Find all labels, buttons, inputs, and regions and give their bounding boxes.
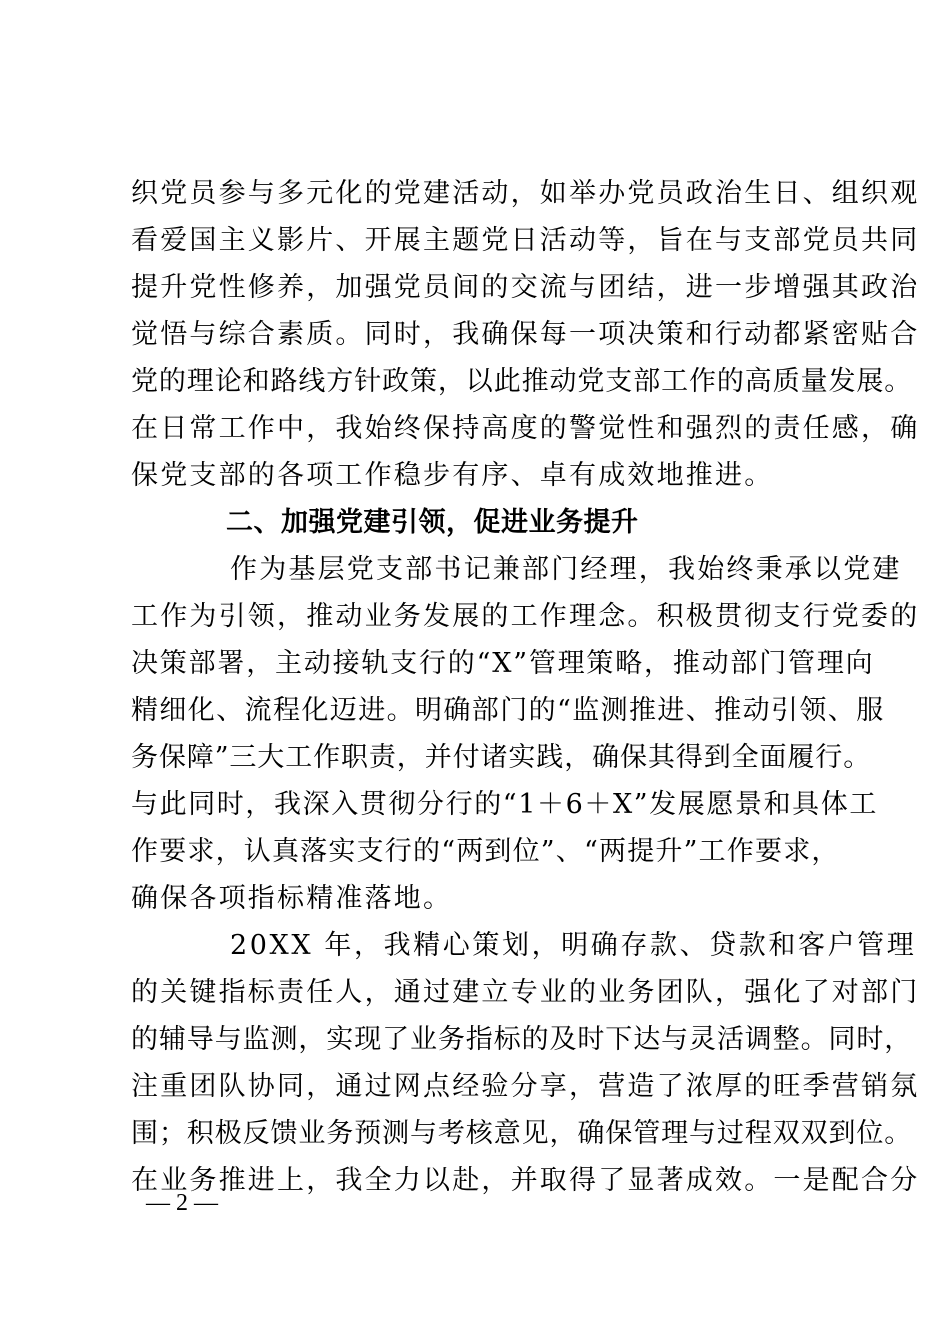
body-text-line: 作要求，认真落实支行的“两到位”、“两提升”工作要求，: [131, 836, 840, 867]
body-text-line: 的关键指标责任人，通过建立专业的业务团队，强化了对部门: [131, 977, 920, 1008]
body-text-line: 确保各项指标精准落地。: [131, 883, 453, 914]
body-text-line: 精细化、流程化迈进。明确部门的“监测推进、推动引领、服: [131, 695, 885, 726]
body-text-line: 务保障”三大工作职责，并付诸实践，确保其得到全面履行。: [131, 742, 872, 773]
body-text-line: 提升党性修养，加强党员间的交流与团结，进一步增强其政治: [131, 272, 920, 303]
body-text-line: 工作为引领，推动业务发展的工作理念。积极贯彻支行党委的: [131, 601, 920, 632]
body-text-line: 与此同时，我深入贯彻分行的“1＋6＋X”发展愿景和具体工: [131, 789, 878, 820]
body-text-line: 织党员参与多元化的党建活动，如举办党员政治生日、组织观: [131, 178, 920, 209]
body-text-line: 围；积极反馈业务预测与考核意见，确保管理与过程双双到位。: [131, 1118, 913, 1149]
body-text-line: 20XX 年，我精心策划，明确存款、贷款和客户管理: [230, 930, 917, 961]
body-text-line: 觉悟与综合素质。同时，我确保每一项决策和行动都紧密贴合: [131, 319, 920, 350]
section-heading: 二、加强党建引领，促进业务提升: [226, 507, 639, 538]
body-text-line: 注重团队协同，通过网点经验分享，营造了浓厚的旺季营销氛: [131, 1071, 920, 1102]
body-text-line: 看爱国主义影片、开展主题党日活动等，旨在与支部党员共同: [131, 225, 920, 256]
body-text-line: 的辅导与监测，实现了业务指标的及时下达与灵活调整。同时，: [131, 1024, 913, 1055]
page-number: — 2 —: [146, 1190, 218, 1216]
body-text-line: 党的理论和路线方针政策，以此推动党支部工作的高质量发展。: [131, 366, 913, 397]
body-text-line: 保党支部的各项工作稳步有序、卓有成效地推进。: [131, 460, 774, 491]
body-text-line: 决策部署，主动接轨支行的“X”管理策略，推动部门管理向: [131, 648, 875, 679]
body-text-line: 在业务推进上，我全力以赴，并取得了显著成效。一是配合分: [131, 1165, 920, 1196]
body-text-line: 作为基层党支部书记兼部门经理，我始终秉承以党建: [230, 554, 902, 585]
body-text-line: 在日常工作中，我始终保持高度的警觉性和强烈的责任感，确: [131, 413, 920, 444]
